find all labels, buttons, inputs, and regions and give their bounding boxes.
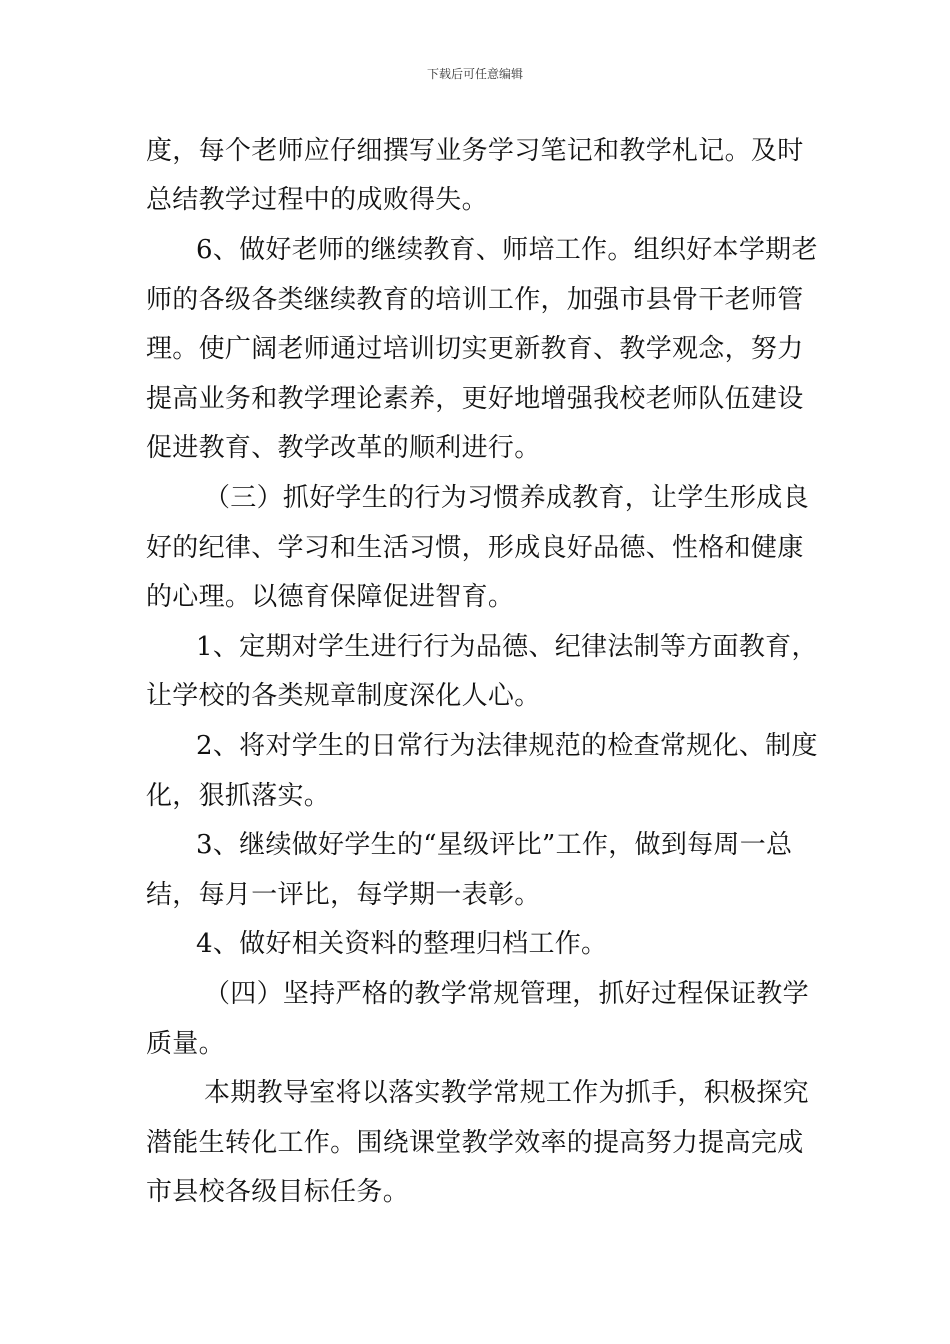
body-line: 提高业务和教学理论素养，更好地增强我校老师队伍建设 <box>146 384 804 414</box>
body-line: 4、做好相关资料的整理归档工作。 <box>196 929 608 959</box>
body-line: 结，每月一评比，每学期一表彰。 <box>146 880 541 910</box>
body-line: 度，每个老师应仔细撰写业务学习笔记和教学札记。及时 <box>146 136 804 166</box>
body-line: 3、继续做好学生的“星级评比”工作，做到每周一总 <box>196 830 793 860</box>
body-line: 潜能生转化工作。围绕课堂教学效率的提高努力提高完成 <box>146 1128 804 1158</box>
body-line: 师的各级各类继续教育的培训工作，加强市县骨干老师管 <box>146 285 804 315</box>
body-line: 市县校各级目标任务。 <box>146 1177 410 1207</box>
body-line: 让学校的各类规章制度深化人心。 <box>146 681 541 711</box>
body-line: （三）抓好学生的行为习惯养成教育，让学生形成良 <box>204 483 809 513</box>
body-line: 好的纪律、学习和生活习惯，形成良好品德、性格和健康 <box>146 533 804 563</box>
body-line: 的心理。以德育保障促进智育。 <box>146 582 515 612</box>
body-line: 质量。 <box>146 1029 225 1059</box>
body-line: 2、将对学生的日常行为法律规范的检查常规化、制度 <box>196 731 818 761</box>
body-line: 化，狠抓落实。 <box>146 781 331 811</box>
body-line: 总结教学过程中的成败得失。 <box>146 185 488 215</box>
page-header: 下载后可任意编辑 <box>426 67 523 81</box>
body-line: 本期教导室将以落实教学常规工作为抓手，积极探究 <box>204 1078 809 1108</box>
body-line: 1、定期对学生进行行为品德、纪律法制等方面教育， <box>196 632 818 662</box>
body-line: 理。使广阔老师通过培训切实更新教育、教学观念，努力 <box>146 334 804 364</box>
body-line: 促进教育、教学改革的顺利进行。 <box>146 433 541 463</box>
body-line: 6、做好老师的继续教育、师培工作。组织好本学期老 <box>196 235 818 265</box>
body-line: （四）坚持严格的教学常规管理，抓好过程保证教学 <box>204 979 809 1009</box>
